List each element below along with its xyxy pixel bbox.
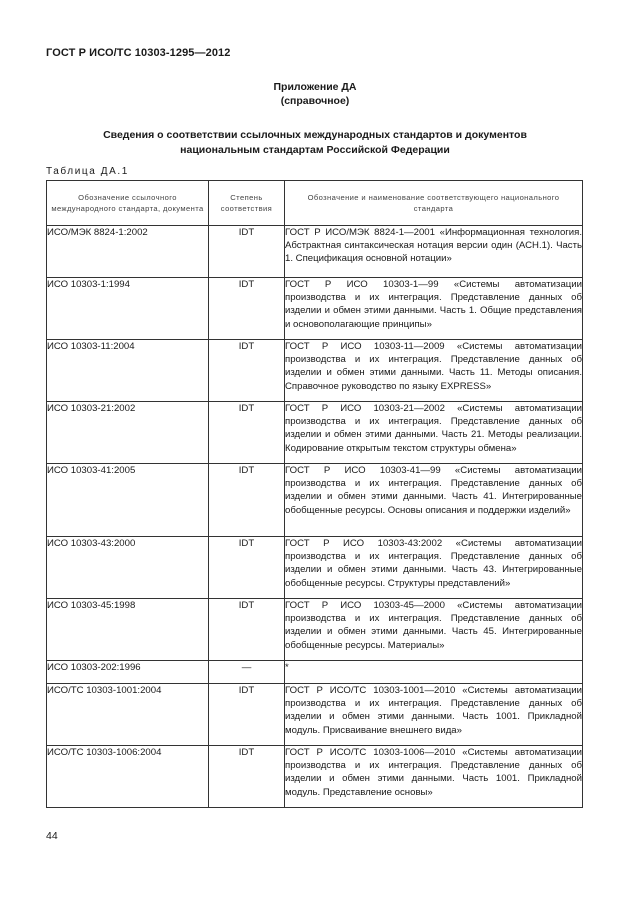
cell-degree-of-conformity: IDT bbox=[209, 599, 285, 661]
table-row bbox=[47, 278, 583, 340]
cell-national-standard: ГОСТ Р ИСО 10303-43:2002 «Системы автоматизации производства и их интеграция. Представление данных об изделии и обмен этими данными. Часть 43. Интегрированные обобщенные ресурсы. Структуры представлений» bbox=[285, 537, 583, 599]
cell-degree-of-conformity: IDT bbox=[209, 402, 285, 464]
table-row bbox=[47, 684, 583, 746]
appendix-heading bbox=[0, 80, 630, 108]
cell-national-standard: ГОСТ Р ИСО 10303-41—99 «Системы автоматизации производства и их интеграция. Представление данных об изделии и обмен этими данными. Часть 41. Интегрированные обобщенные ресурсы. Основы описания и поддержки изделий» bbox=[285, 464, 583, 537]
cell-international-standard: ИСО 10303-45:1998 bbox=[47, 599, 209, 661]
section-title bbox=[60, 128, 570, 158]
cell-international-standard: ИСО/ТС 10303-1006:2004 bbox=[47, 746, 209, 808]
cell-degree-of-conformity: IDT bbox=[209, 746, 285, 808]
cell-degree-of-conformity: IDT bbox=[209, 537, 285, 599]
cell-national-standard: ГОСТ Р ИСО 10303-11—2009 «Системы автоматизации производства и их интеграция. Представление данных об изделии и обмен этими данными. Часть 11. Методы описания. Справочное руководство по языку EXPRESS» bbox=[285, 340, 583, 402]
cell-international-standard: ИСО 10303-43:2000 bbox=[47, 537, 209, 599]
table-row bbox=[47, 226, 583, 278]
cell-international-standard: ИСО 10303-11:2004 bbox=[47, 340, 209, 402]
cell-national-standard: ГОСТ Р ИСО/ТС 10303-1006—2010 «Системы автоматизации производства и их интеграция. Представление данных об изделии и обмен этими данными. Часть 1001. Прикладной модуль. Представление основы» bbox=[285, 746, 583, 808]
table-row bbox=[47, 340, 583, 402]
cell-international-standard: ИСО 10303-21:2002 bbox=[47, 402, 209, 464]
table-row bbox=[47, 402, 583, 464]
table-caption: Таблица ДА.1 bbox=[46, 166, 129, 177]
cell-degree-of-conformity: IDT bbox=[209, 464, 285, 537]
cell-national-standard: ГОСТ Р ИСО/ТС 10303-1001—2010 «Системы автоматизации производства и их интеграция. Представление данных об изделии и обмен этими данными. Часть 1001. Прикладной модуль. Присваивание внешнего вида» bbox=[285, 684, 583, 746]
page-number: 44 bbox=[46, 830, 58, 842]
table-row bbox=[47, 537, 583, 599]
cell-degree-of-conformity: IDT bbox=[209, 340, 285, 402]
cell-degree-of-conformity: — bbox=[209, 661, 285, 684]
document-id-header: ГОСТ Р ИСО/ТС 10303-1295—2012 bbox=[46, 47, 231, 59]
header-national-standard: Обозначение и наименование соответствующего национального стандарта bbox=[285, 181, 583, 226]
cell-international-standard: ИСО/МЭК 8824-1:2002 bbox=[47, 226, 209, 278]
cell-national-standard: ГОСТ Р ИСО 10303-45—2000 «Системы автоматизации производства и их интеграция. Представление данных об изделии и обмен этими данными. Часть 45. Интегрированные обобщенные ресурсы. Материалы» bbox=[285, 599, 583, 661]
table-row bbox=[47, 599, 583, 661]
cell-national-standard: ГОСТ Р ИСО 10303-1—99 «Системы автоматизации производства и их интеграция. Представление данных об изделии и обмен этими данными. Часть 1. Общие представления и основополагающие принципы» bbox=[285, 278, 583, 340]
standards-correspondence-table bbox=[46, 180, 583, 808]
cell-international-standard: ИСО/ТС 10303-1001:2004 bbox=[47, 684, 209, 746]
cell-degree-of-conformity: IDT bbox=[209, 226, 285, 278]
cell-national-standard: ГОСТ Р ИСО 10303-21—2002 «Системы автоматизации производства и их интеграция. Представление данных об изделии и обмен этими данными. Часть 21. Методы реализации. Кодирование открытым текстом структуры обмена» bbox=[285, 402, 583, 464]
cell-international-standard: ИСО 10303-41:2005 bbox=[47, 464, 209, 537]
section-title-line-2: национальным стандартам Российской Федерации bbox=[180, 144, 450, 156]
section-title-line-1: Сведения о соответствии ссылочных международных стандартов и документов bbox=[103, 129, 527, 141]
table-row bbox=[47, 464, 583, 537]
cell-international-standard: ИСО 10303-202:1996 bbox=[47, 661, 209, 684]
header-degree-of-conformity: Степень соответствия bbox=[209, 181, 285, 226]
cell-degree-of-conformity: IDT bbox=[209, 278, 285, 340]
header-international-standard: Обозначение ссылочного международного стандарта, документа bbox=[47, 181, 209, 226]
table-header-row bbox=[47, 181, 583, 226]
table-row bbox=[47, 661, 583, 684]
appendix-title: Приложение ДА bbox=[273, 81, 357, 93]
appendix-subtitle: (справочное) bbox=[280, 95, 350, 107]
cell-national-standard: * bbox=[285, 661, 583, 684]
table-row bbox=[47, 746, 583, 808]
cell-national-standard: ГОСТ Р ИСО/МЭК 8824-1—2001 «Информационная технология. Абстрактная синтаксическая нотация версии один (АСН.1). Часть 1. Спецификация основной нотации» bbox=[285, 226, 583, 278]
cell-international-standard: ИСО 10303-1:1994 bbox=[47, 278, 209, 340]
cell-degree-of-conformity: IDT bbox=[209, 684, 285, 746]
